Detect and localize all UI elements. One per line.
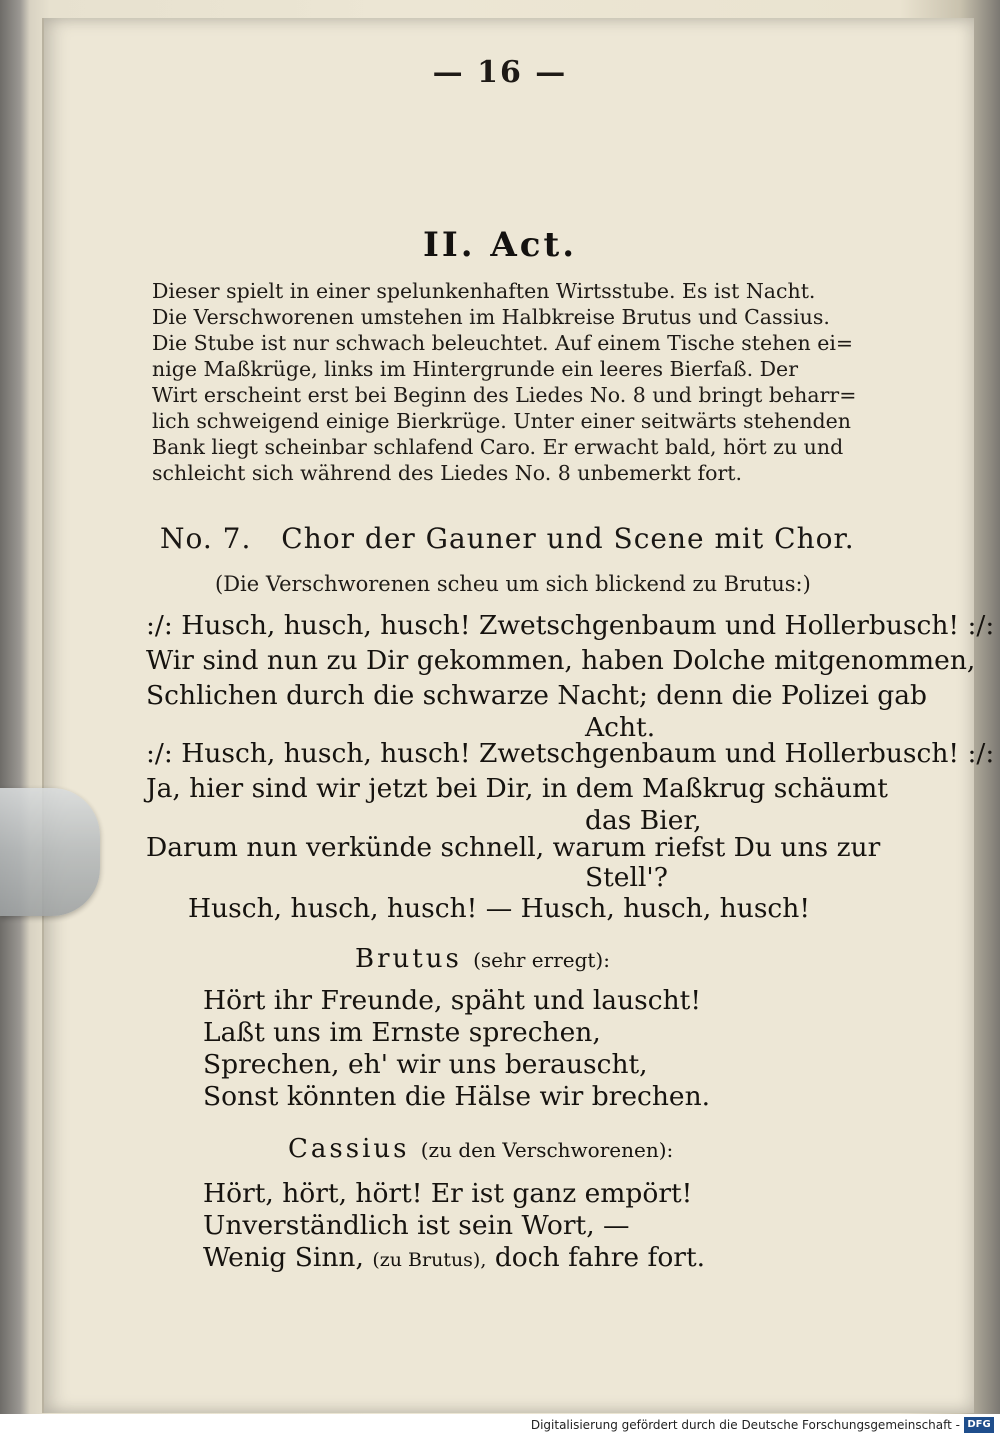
number-heading	[160, 522, 855, 555]
footer-credit: Digitalisierung gefördert durch die Deutsche Forschungsgemeinschaft -	[530, 1418, 960, 1432]
chorus-direction: (Die Verschworenen scheu um sich blickend zu Brutus:)	[215, 572, 811, 596]
stage-line: Die Verschworenen umstehen im Halbkreise Brutus und Cassius.	[152, 305, 830, 329]
speaker-name: Brutus	[355, 944, 462, 974]
stage-line: schleicht sich während des Liedes No. 8 unbemerkt fort.	[152, 461, 742, 485]
stage-line: Bank liegt scheinbar schlafend Caro. Er erwacht bald, hört zu und	[152, 435, 844, 459]
verse-segment: doch fahre fort.	[494, 1242, 706, 1273]
speaker-direction: (sehr erregt):	[473, 948, 610, 972]
act-title: II. Act.	[422, 225, 578, 265]
stage-line: Die Stube ist nur schwach beleuchtet. Auf einem Tische stehen ei=	[152, 331, 854, 355]
stage-direction	[152, 278, 857, 486]
page-clip	[0, 788, 100, 916]
verse-line: Husch, husch, husch! — Husch, husch, husch!	[188, 893, 810, 924]
verse-line: das Bier,	[585, 805, 702, 836]
verse-segment: Wenig Sinn,	[203, 1242, 364, 1273]
verse-line: Acht.	[585, 712, 656, 743]
speaker-cassius	[288, 1134, 673, 1164]
verse-line: Sonst könnten die Hälse wir brechen.	[203, 1081, 711, 1112]
verse-line: Laßt uns im Ernste sprechen,	[203, 1017, 601, 1048]
verse-line: :/: Husch, husch, husch! Zwetschgenbaum und Hollerbusch! :/:	[146, 738, 995, 769]
dfg-logo: DFG	[964, 1417, 994, 1433]
stage-line: Dieser spielt in einer spelunkenhaften Wirtsstube. Es ist Nacht.	[152, 279, 816, 303]
verse-line: Schlichen durch die schwarze Nacht; denn die Polizei gab	[146, 680, 927, 711]
verse-line: Unverständlich ist sein Wort, —	[203, 1210, 630, 1241]
page-number: — 16 —	[432, 55, 568, 90]
stage-line: Wirt erscheint erst bei Beginn des Liedes No. 8 und bringt beharr=	[152, 383, 857, 407]
stage-line: nige Maßkrüge, links im Hintergrunde ein leeres Bierfaß. Der	[152, 357, 798, 381]
verse-line: Darum nun verkünde schnell, warum riefst Du uns zur	[146, 832, 881, 863]
speaker-direction: (zu den Verschworenen):	[420, 1138, 674, 1162]
verse-line: Stell'?	[585, 862, 668, 893]
verse-direction: (zu Brutus),	[372, 1249, 487, 1271]
show-through	[250, 118, 258, 146]
speaker-brutus	[355, 944, 610, 974]
verse-line: Hört ihr Freunde, späht und lauscht!	[203, 985, 701, 1016]
footer-bar	[0, 1414, 1000, 1437]
verse-line: :/: Husch, husch, husch! Zwetschgenbaum und Hollerbusch! :/:	[146, 610, 995, 641]
verse-line: Sprechen, eh' wir uns berauscht,	[203, 1049, 648, 1080]
number-label: No. 7.	[160, 522, 252, 555]
verse-line: Wir sind nun zu Dir gekommen, haben Dolche mitgenommen,	[146, 645, 976, 676]
verse-line: Hört, hört, hört! Er ist ganz empört!	[203, 1178, 693, 1209]
speaker-name: Cassius	[288, 1134, 410, 1164]
stage-line: lich schweigend einige Bierkrüge. Unter einer seitwärts stehenden	[152, 409, 852, 433]
verse-line	[203, 1242, 705, 1273]
verse-line: Ja, hier sind wir jetzt bei Dir, in dem Maßkrug schäumt	[146, 773, 888, 804]
number-title: Chor der Gauner und Scene mit Chor.	[281, 522, 855, 555]
